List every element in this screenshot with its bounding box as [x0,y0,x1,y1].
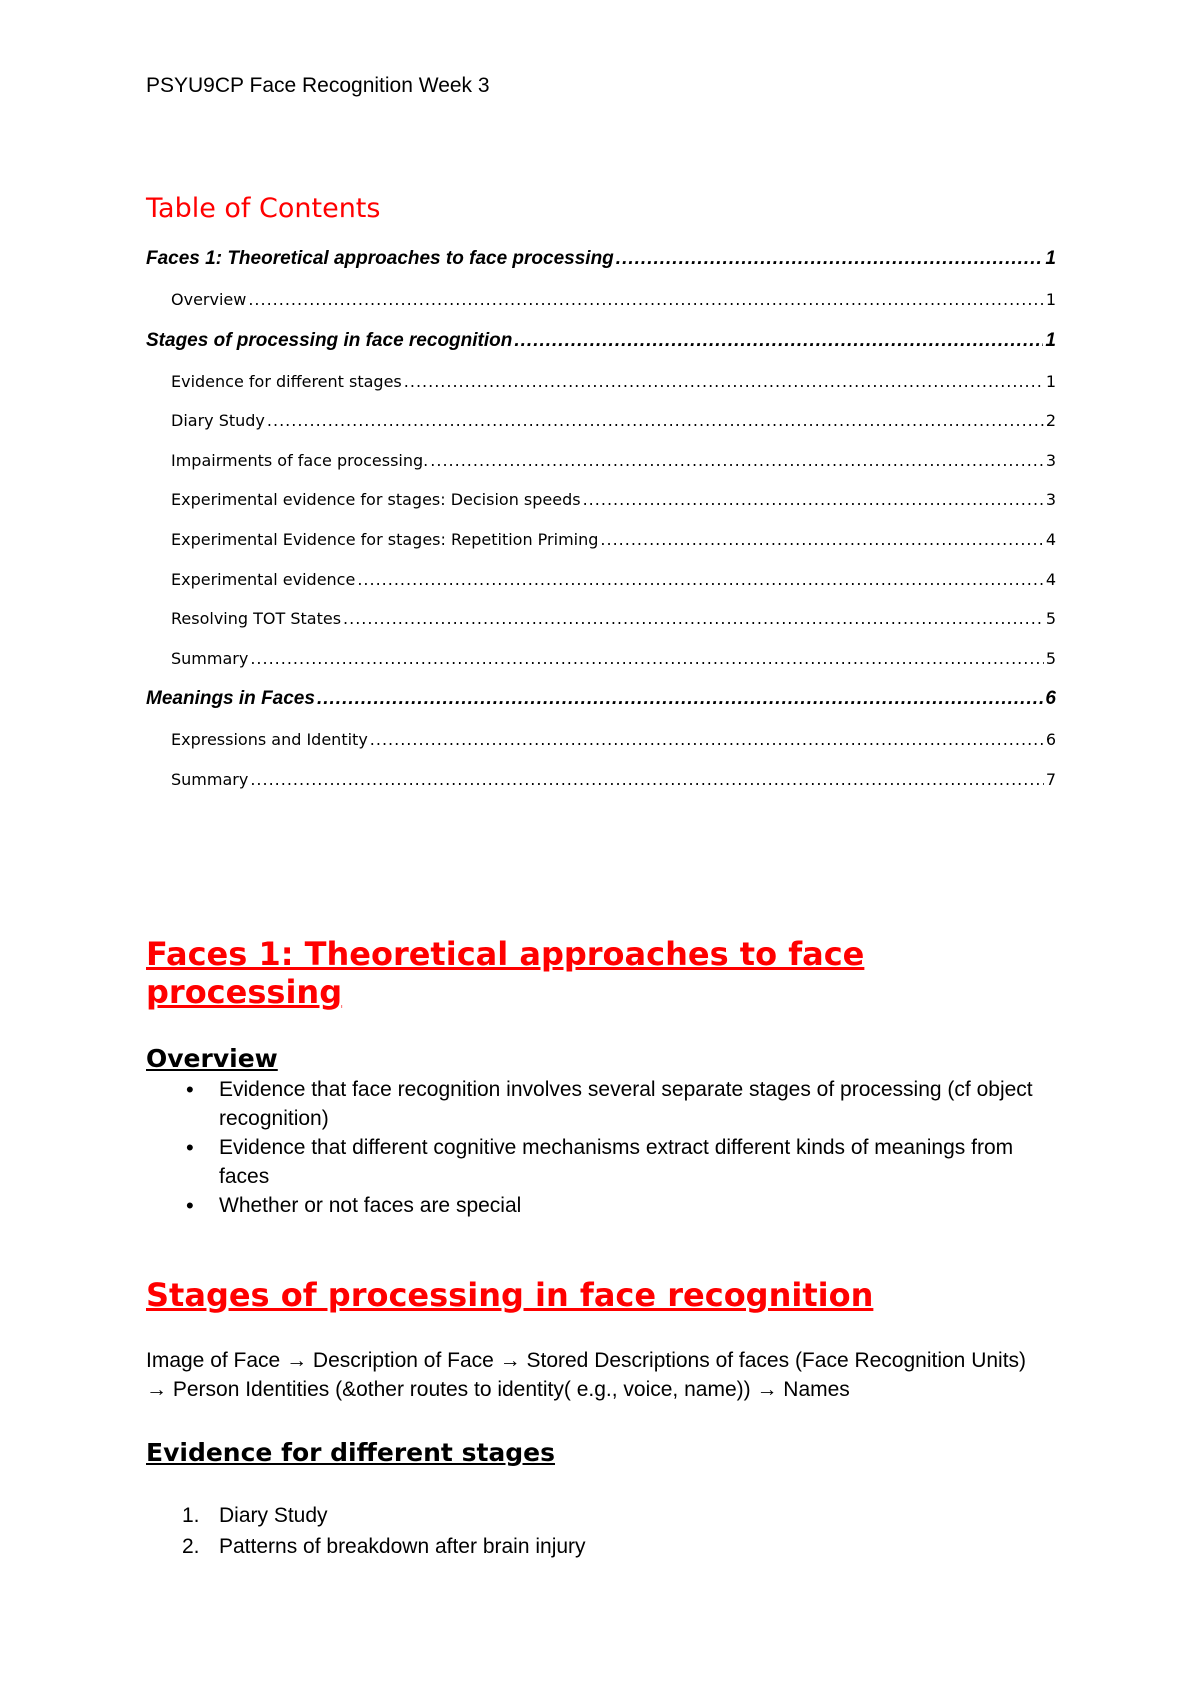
section-heading-faces-1 [146,935,864,1011]
processing-flow-text [146,1346,1076,1404]
page-header: PSYU9CP Face Recognition Week 3 [146,74,490,97]
toc-entry-label: Experimental Evidence for stages: Repetition Priming [171,530,599,549]
toc-entry-faces-1[interactable] [146,248,1056,270]
toc-leader-dots [250,770,1043,789]
toc-entry-label: Impairments of face processing. [171,451,429,470]
list-item [146,1500,1046,1531]
toc-leader-dots [343,609,1044,628]
toc-page-number: 1 [1045,248,1056,269]
toc-leader-dots [250,649,1043,668]
toc-page-number: 5 [1045,649,1056,668]
toc-entry-summary-2[interactable] [171,770,1056,789]
toc-leader-dots [514,330,1043,352]
toc-leader-dots [370,730,1044,749]
list-number: 1. [182,1504,200,1527]
toc-entry-resolving-tot[interactable] [171,609,1056,628]
flow-line: Image of Face → Description of Face → Stored Descriptions of faces (Face Recognition Units) [146,1349,1027,1372]
list-item: • Whether or not faces are special [146,1191,1046,1220]
toc-page-number: 3 [1045,490,1056,509]
toc-page-number: 4 [1045,570,1056,589]
section-heading-line: processing [146,973,343,1011]
toc-page-number: 1 [1045,372,1056,391]
list-item-text: Diary Study [219,1504,328,1527]
evidence-heading: Evidence for different stages [146,1438,555,1467]
toc-entry-label: Summary [171,649,249,668]
toc-leader-dots [600,530,1043,549]
toc-page-number: 1 [1045,330,1056,351]
toc-page-number: 3 [1045,451,1056,470]
toc-entry-expressions-identity[interactable] [171,730,1056,749]
toc-page-number: 2 [1045,411,1056,430]
toc-entry-label: Stages of processing in face recognition [146,330,513,351]
toc-entry-impairments[interactable] [171,451,1056,470]
list-item [146,1531,1046,1562]
toc-entry-label: Expressions and Identity [171,730,368,749]
list-item: • Evidence that face recognition involves several separate stages of processing (cf object recognition) [146,1075,1046,1133]
toc-entry-label: Experimental evidence [171,570,356,589]
flow-line: → Person Identities (&other routes to identity( e.g., voice, name)) → Names [146,1378,850,1401]
toc-entry-label: Experimental evidence for stages: Decision speeds [171,490,581,509]
toc-leader-dots [583,490,1044,509]
toc-leader-dots [248,290,1043,309]
toc-page-number: 5 [1045,609,1056,628]
toc-page-number: 7 [1045,770,1056,789]
toc-entry-label: Diary Study [171,411,265,430]
toc-entry-label: Summary [171,770,249,789]
toc-leader-dots [404,372,1044,391]
toc-page-number: 1 [1045,290,1056,309]
section-heading-line: Faces 1: Theoretical approaches to face [146,935,865,973]
toc-entry-experimental-evidence[interactable] [171,570,1056,589]
list-number: 2. [182,1535,200,1558]
toc-entry-decision-speeds[interactable] [171,490,1056,509]
overview-bullet-list [146,1075,1046,1220]
section-heading-stages: Stages of processing in face recognition [146,1276,874,1314]
evidence-numbered-list [146,1500,1046,1562]
toc-entry-summary-1[interactable] [171,649,1056,668]
toc-entry-repetition-priming[interactable] [171,530,1056,549]
toc-page-number: 4 [1045,530,1056,549]
list-item-text: Patterns of breakdown after brain injury [219,1535,586,1558]
toc-entry-meanings[interactable] [146,688,1056,710]
toc-leader-dots [267,411,1044,430]
toc-entry-diary-study[interactable] [171,411,1056,430]
toc-entry-stages[interactable] [146,330,1056,352]
toc-leader-dots [616,248,1044,270]
toc-entry-label: Meanings in Faces [146,688,315,709]
toc-leader-dots [357,570,1043,589]
toc-entry-label: Evidence for different stages [171,372,402,391]
toc-leader-dots [317,688,1043,710]
toc-entry-label: Faces 1: Theoretical approaches to face processing [146,248,614,269]
toc-page-number: 6 [1045,730,1056,749]
toc-entry-evidence-stages[interactable] [171,372,1056,391]
toc-entry-overview[interactable] [171,290,1056,309]
toc-entry-label: Overview [171,290,247,309]
toc-page-number: 6 [1045,688,1056,709]
toc-title: Table of Contents [146,193,381,224]
list-item: • Evidence that different cognitive mechanisms extract different kinds of meanings from faces [146,1133,1046,1191]
toc-entry-label: Resolving TOT States [171,609,342,628]
overview-heading: Overview [146,1044,278,1073]
toc-leader-dots [430,451,1044,470]
